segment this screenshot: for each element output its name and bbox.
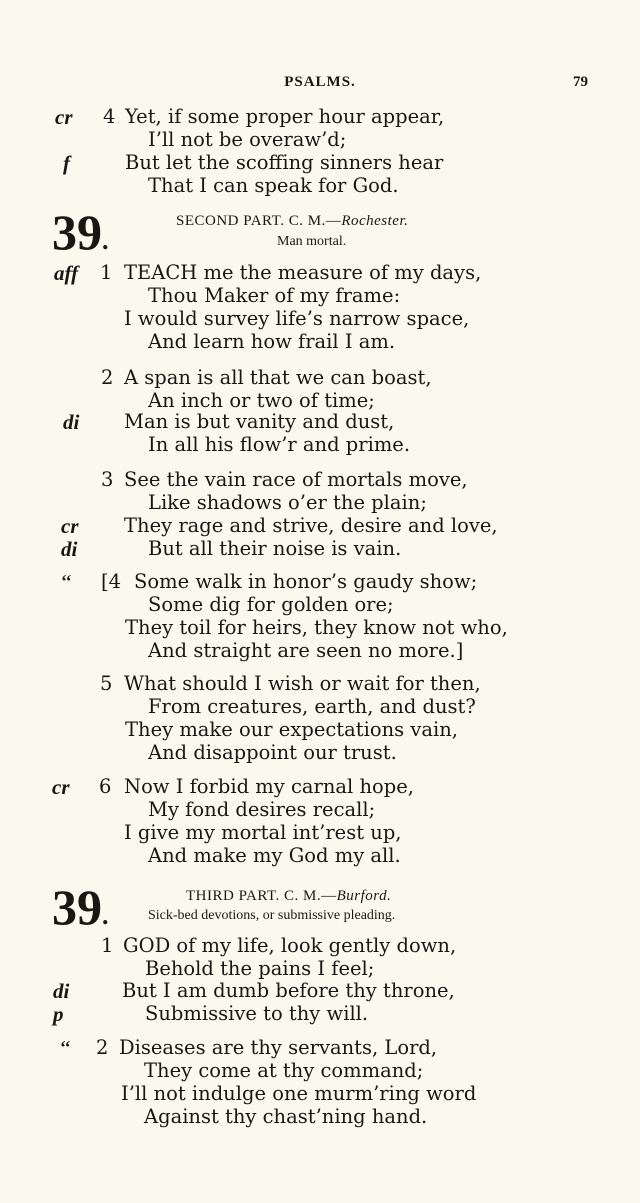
dynamic-marking-f: f [63, 151, 70, 175]
tune-name: Rochester. [341, 213, 409, 229]
dynamic-marking-aff: aff [54, 261, 79, 285]
verse-line: I’ll not indulge one murm’ring word [121, 1082, 477, 1105]
verse-line: And straight are seen no more.] [148, 639, 464, 662]
verse-line: Man is but vanity and dust, [124, 410, 395, 433]
verse-line: Submissive to thy will. [145, 1002, 369, 1025]
verse-line: They make our expectations vain, [125, 718, 458, 741]
verse-line: Behold the pains I feel; [145, 957, 375, 980]
verse-line: My fond desires recall; [148, 798, 376, 821]
dynamic-marking-di: di [53, 979, 70, 1003]
verse-line: Now I forbid my carnal hope, [124, 775, 414, 798]
verse-number: 4 [103, 105, 116, 128]
hymn-subtitle: Sick-bed devotions, or submissive pleading. [148, 908, 396, 923]
verse-line: Yet, if some proper hour appear, [125, 105, 445, 128]
dynamic-marking-di: di [63, 410, 80, 434]
part-heading: THIRD PART. C. M.—Burford. [186, 888, 392, 904]
verse-line: And make my God my all. [148, 844, 401, 867]
verse-line: A span is all that we can boast, [124, 366, 432, 389]
dynamic-marking-cr: cr [55, 105, 73, 129]
dynamic-marking-cr: cr [52, 775, 70, 799]
verse-line: But all their noise is vain. [148, 537, 402, 560]
running-header: PSALMS. [284, 74, 356, 90]
verse-line: They toil for heirs, they know not who, [125, 616, 508, 639]
verse-line: GOD of my life, look gently down, [123, 934, 457, 957]
verse-line: Thou Maker of my frame: [148, 284, 401, 307]
verse-line: Against thy chast’ning hand. [144, 1105, 428, 1128]
verse-number: 1 [101, 934, 114, 957]
verse-line: What should I wish or wait for then, [124, 672, 481, 695]
verse-line: In all his flow’r and prime. [148, 433, 411, 456]
verse-number: 1 [100, 261, 113, 284]
tune-name: Burford. [336, 888, 392, 904]
verse-line: I’ll not be overaw’d; [148, 128, 347, 151]
verse-number: 5 [100, 672, 113, 695]
verse-line: Like shadows o’er the plain; [148, 491, 427, 514]
verse-line: Some walk in honor’s gaudy show; [134, 570, 478, 593]
verse-line: They come at thy command; [144, 1059, 424, 1082]
verse-line: Diseases are thy servants, Lord, [119, 1036, 438, 1059]
dynamic-marking-di: di [61, 537, 78, 561]
part-heading: SECOND PART. C. M.—Rochester. [176, 213, 409, 229]
dynamic-marking-cr: cr [61, 514, 79, 538]
verse-line: Some dig for golden ore; [148, 593, 394, 616]
hymn-subtitle: Man mortal. [277, 234, 347, 249]
hymn-number: 39. [52, 204, 109, 260]
dynamic-marking-p: p [53, 1002, 64, 1026]
bracket-mark: ‘‘ [60, 1037, 71, 1057]
hymn-number: 39. [52, 879, 109, 935]
verse-line: I would survey life’s narrow space, [124, 307, 470, 330]
verse-line: See the vain race of mortals move, [124, 468, 468, 491]
verse-number: 6 [99, 775, 112, 798]
verse-line: But I am dumb before thy throne, [122, 979, 455, 1002]
verse-line: They rage and strive, desire and love, [124, 514, 498, 537]
verse-number: [4 [101, 570, 122, 593]
verse-line: That I can speak for God. [148, 174, 399, 197]
verse-line: And learn how frail I am. [148, 330, 396, 353]
page-number: 79 [573, 74, 588, 90]
verse-number: 2 [96, 1036, 109, 1059]
verse-line: And disappoint our trust. [148, 741, 397, 764]
verse-line: An inch or two of time; [148, 389, 375, 412]
verse-line: From creatures, earth, and dust? [148, 695, 476, 718]
verse-number: 2 [101, 366, 114, 389]
verse-line: But let the scoffing sinners hear [125, 151, 444, 174]
verse-line: TEACH me the measure of my days, [124, 261, 482, 284]
verse-number: 3 [101, 468, 114, 491]
verse-line: I give my mortal int’rest up, [124, 821, 402, 844]
bracket-mark: ‘‘ [61, 571, 72, 591]
